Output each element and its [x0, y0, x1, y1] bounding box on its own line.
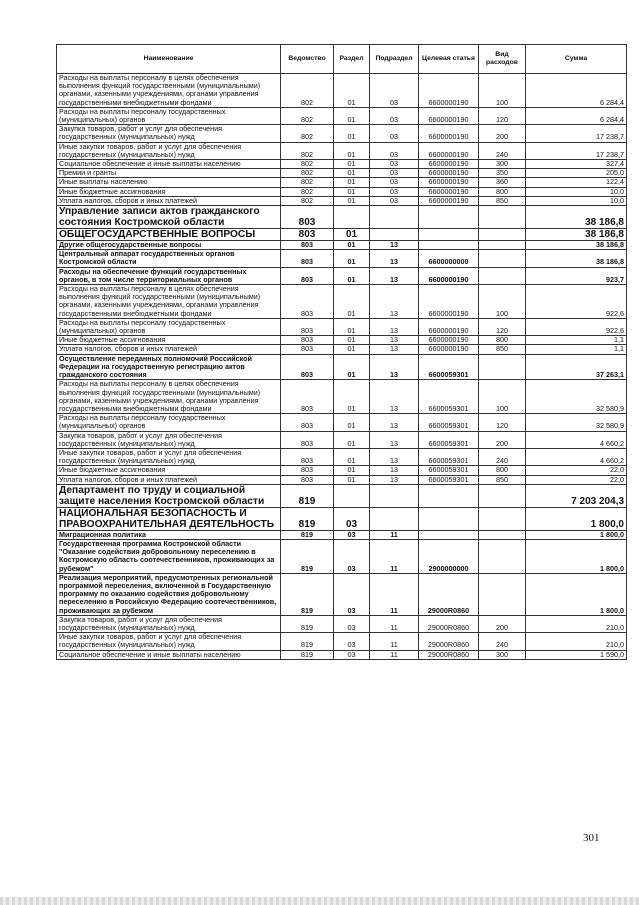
header-section: Раздел: [334, 45, 370, 74]
cell-exptype: 850: [479, 196, 526, 205]
cell-dept: 803: [281, 267, 334, 284]
table-row: [57, 250, 627, 267]
cell-dept: 803: [281, 431, 334, 448]
cell-section: 03: [334, 615, 370, 632]
cell-sum: 1 800,0: [526, 539, 627, 573]
cell-exptype: [479, 267, 526, 284]
cell-sum: 210,0: [526, 615, 627, 632]
cell-subsection: 11: [370, 530, 419, 539]
cell-sum: 210,0: [526, 633, 627, 650]
cell-subsection: 13: [370, 414, 419, 431]
cell-subsection: 03: [370, 107, 419, 124]
cell-dept: 803: [281, 229, 334, 241]
cell-name: Расходы на выплаты персоналу государственных (муниципальных) органов: [57, 318, 281, 335]
table-row: [57, 615, 627, 632]
cell-sum: 4 660,2: [526, 431, 627, 448]
cell-dept: 819: [281, 650, 334, 659]
cell-dept: 802: [281, 160, 334, 169]
table-row: [57, 169, 627, 178]
cell-section: 01: [334, 414, 370, 431]
cell-target: 6600059301: [419, 414, 479, 431]
table-row: [57, 160, 627, 169]
cell-target: 6600000190: [419, 345, 479, 354]
cell-dept: 803: [281, 318, 334, 335]
cell-dept: 802: [281, 107, 334, 124]
cell-target: 6600000190: [419, 178, 479, 187]
cell-dept: 803: [281, 250, 334, 267]
cell-dept: 802: [281, 125, 334, 142]
cell-name: Департамент по труду и социальной защите населения Костромской области: [57, 484, 281, 507]
cell-subsection: 03: [370, 125, 419, 142]
cell-dept: 819: [281, 573, 334, 615]
cell-subsection: [370, 507, 419, 530]
table-body: [57, 74, 627, 660]
cell-sum: 6 284,4: [526, 107, 627, 124]
cell-name: Уплата налогов, сборов и иных платежей: [57, 196, 281, 205]
cell-exptype: 240: [479, 448, 526, 465]
cell-target: 6600000190: [419, 107, 479, 124]
cell-section: [334, 484, 370, 507]
cell-sum: 10,0: [526, 196, 627, 205]
cell-section: 01: [334, 285, 370, 319]
page-number: 301: [583, 832, 600, 844]
cell-subsection: 13: [370, 318, 419, 335]
cell-section: 01: [334, 267, 370, 284]
cell-dept: 803: [281, 354, 334, 380]
cell-target: 6600059301: [419, 354, 479, 380]
cell-name: Расходы на выплаты персоналу в целях обеспечения выполнения функций государственными (муниципальными) органами, казенными учреждениями, органами управления государственными внебюджетными фондами: [57, 74, 281, 108]
cell-exptype: [479, 354, 526, 380]
cell-sum: 122,4: [526, 178, 627, 187]
table-row: [57, 507, 627, 530]
cell-section: 01: [334, 142, 370, 159]
cell-section: 01: [334, 169, 370, 178]
cell-dept: 803: [281, 336, 334, 345]
cell-sum: 327,4: [526, 160, 627, 169]
table-row: [57, 241, 627, 250]
cell-name: Уплата налогов, сборов и иных платежей: [57, 345, 281, 354]
cell-dept: 803: [281, 414, 334, 431]
cell-section: 01: [334, 318, 370, 335]
table-row: [57, 229, 627, 241]
cell-exptype: 850: [479, 475, 526, 484]
cell-dept: 803: [281, 241, 334, 250]
cell-name: Осуществление переданных полномочий Российской Федерации на государственную регистрацию актов гражданского состояния: [57, 354, 281, 380]
cell-exptype: [479, 539, 526, 573]
cell-exptype: 300: [479, 650, 526, 659]
cell-sum: 38 186,8: [526, 229, 627, 241]
cell-sum: 32 580,9: [526, 414, 627, 431]
cell-sum: 1 800,0: [526, 507, 627, 530]
table-row: [57, 142, 627, 159]
cell-subsection: 13: [370, 466, 419, 475]
cell-target: 6600059301: [419, 380, 479, 414]
cell-dept: 803: [281, 345, 334, 354]
cell-subsection: 13: [370, 345, 419, 354]
cell-sum: 17 238,7: [526, 142, 627, 159]
table-row: [57, 414, 627, 431]
cell-target: 6600059301: [419, 448, 479, 465]
cell-target: 6600059301: [419, 475, 479, 484]
cell-target: 29000R0860: [419, 650, 479, 659]
table-row: [57, 267, 627, 284]
cell-exptype: 120: [479, 414, 526, 431]
table-header-row: [57, 45, 627, 74]
cell-target: 6600000000: [419, 250, 479, 267]
cell-subsection: 13: [370, 285, 419, 319]
table-row: [57, 466, 627, 475]
table-row: [57, 539, 627, 573]
cell-sum: 38 186,8: [526, 241, 627, 250]
cell-dept: 803: [281, 466, 334, 475]
cell-section: 01: [334, 196, 370, 205]
cell-section: 01: [334, 125, 370, 142]
cell-exptype: 100: [479, 74, 526, 108]
budget-table: [56, 44, 627, 660]
cell-target: 29000R0860: [419, 573, 479, 615]
cell-exptype: 200: [479, 125, 526, 142]
cell-exptype: 850: [479, 345, 526, 354]
cell-name: Иные выплаты населению: [57, 178, 281, 187]
cell-sum: 32 580,9: [526, 380, 627, 414]
cell-dept: 803: [281, 380, 334, 414]
cell-name: Закупка товаров, работ и услуг для обеспечения государственных (муниципальных) нужд: [57, 615, 281, 632]
cell-name: Центральный аппарат государственных органов Костромской области: [57, 250, 281, 267]
cell-name: Реализация мероприятий, предусмотренных региональной программой переселения, включенной в Государственную программу по оказанию содействия добровольному переселению в Российскую Федерацию соотечественников, проживающих за рубежом: [57, 573, 281, 615]
table-row: [57, 530, 627, 539]
cell-sum: 1 800,0: [526, 530, 627, 539]
cell-exptype: 300: [479, 160, 526, 169]
cell-exptype: [479, 206, 526, 229]
cell-target: 6600000190: [419, 125, 479, 142]
cell-name: Иные закупки товаров, работ и услуг для обеспечения государственных (муниципальных) нужд: [57, 448, 281, 465]
cell-section: 01: [334, 74, 370, 108]
cell-name: Расходы на обеспечение функций государственных органов, в том числе территориальных органов: [57, 267, 281, 284]
cell-target: 6600000190: [419, 285, 479, 319]
cell-section: 01: [334, 380, 370, 414]
cell-dept: 802: [281, 142, 334, 159]
cell-target: 6600000190: [419, 142, 479, 159]
cell-subsection: 11: [370, 633, 419, 650]
cell-target: 6600059301: [419, 431, 479, 448]
cell-target: 6600000190: [419, 160, 479, 169]
table-row: [57, 475, 627, 484]
table-row: [57, 336, 627, 345]
cell-dept: 803: [281, 206, 334, 229]
cell-exptype: [479, 507, 526, 530]
cell-sum: 922,6: [526, 285, 627, 319]
cell-subsection: 11: [370, 615, 419, 632]
table-row: [57, 484, 627, 507]
cell-target: 6600000190: [419, 267, 479, 284]
cell-dept: 819: [281, 615, 334, 632]
cell-sum: 923,7: [526, 267, 627, 284]
cell-exptype: 120: [479, 318, 526, 335]
cell-name: Управление записи актов гражданского состояния Костромской области: [57, 206, 281, 229]
cell-dept: 802: [281, 74, 334, 108]
table-row: [57, 354, 627, 380]
cell-subsection: 13: [370, 267, 419, 284]
cell-exptype: [479, 484, 526, 507]
cell-section: 01: [334, 345, 370, 354]
cell-subsection: 03: [370, 187, 419, 196]
table-row: [57, 187, 627, 196]
cell-name: НАЦИОНАЛЬНАЯ БЕЗОПАСНОСТЬ И ПРАВООХРАНИТЕЛЬНАЯ ДЕЯТЕЛЬНОСТЬ: [57, 507, 281, 530]
cell-target: [419, 530, 479, 539]
table-row: [57, 178, 627, 187]
cell-section: 01: [334, 448, 370, 465]
cell-target: 6600000190: [419, 187, 479, 196]
scan-edge: [0, 897, 639, 905]
cell-subsection: 13: [370, 241, 419, 250]
cell-sum: 922,6: [526, 318, 627, 335]
cell-subsection: 13: [370, 250, 419, 267]
cell-name: ОБЩЕГОСУДАРСТВЕННЫЕ ВОПРОСЫ: [57, 229, 281, 241]
cell-name: Иные закупки товаров, работ и услуг для обеспечения государственных (муниципальных) нужд: [57, 633, 281, 650]
cell-exptype: 800: [479, 466, 526, 475]
table-row: [57, 573, 627, 615]
cell-name: Расходы на выплаты персоналу государственных (муниципальных) органов: [57, 107, 281, 124]
cell-subsection: 03: [370, 74, 419, 108]
cell-name: Расходы на выплаты персоналу в целях обеспечения выполнения функций государственными (муниципальными) органами, казенными учреждениями, органами управления государственными внебюджетными фондами: [57, 285, 281, 319]
cell-exptype: 800: [479, 187, 526, 196]
table-row: [57, 285, 627, 319]
cell-exptype: 360: [479, 178, 526, 187]
cell-exptype: [479, 530, 526, 539]
cell-subsection: 03: [370, 196, 419, 205]
table-row: [57, 107, 627, 124]
cell-exptype: 350: [479, 169, 526, 178]
cell-target: [419, 229, 479, 241]
table-row: [57, 318, 627, 335]
cell-name: Иные бюджетные ассигнования: [57, 466, 281, 475]
header-name: Наименование: [57, 45, 281, 74]
cell-subsection: 13: [370, 431, 419, 448]
cell-section: 01: [334, 107, 370, 124]
cell-name: Социальное обеспечение и иные выплаты населению: [57, 650, 281, 659]
cell-sum: 38 186,8: [526, 206, 627, 229]
header-dept: Ведомство: [281, 45, 334, 74]
cell-exptype: 200: [479, 615, 526, 632]
cell-dept: 803: [281, 285, 334, 319]
cell-dept: 803: [281, 475, 334, 484]
table-row: [57, 345, 627, 354]
cell-subsection: 03: [370, 169, 419, 178]
table-row: [57, 125, 627, 142]
cell-subsection: [370, 206, 419, 229]
cell-exptype: 200: [479, 431, 526, 448]
cell-section: 01: [334, 336, 370, 345]
cell-section: 03: [334, 507, 370, 530]
cell-sum: 6 284,4: [526, 74, 627, 108]
cell-section: 01: [334, 466, 370, 475]
cell-subsection: 11: [370, 650, 419, 659]
cell-section: 03: [334, 530, 370, 539]
cell-exptype: 240: [479, 633, 526, 650]
cell-name: Миграционная политика: [57, 530, 281, 539]
table-row: [57, 633, 627, 650]
cell-target: [419, 206, 479, 229]
cell-section: 03: [334, 539, 370, 573]
cell-subsection: 03: [370, 178, 419, 187]
cell-exptype: [479, 250, 526, 267]
cell-target: 6600000190: [419, 169, 479, 178]
table-row: [57, 431, 627, 448]
cell-name: Иные бюджетные ассигнования: [57, 187, 281, 196]
cell-sum: 17 238,7: [526, 125, 627, 142]
cell-target: 6600000190: [419, 74, 479, 108]
cell-sum: 1,1: [526, 336, 627, 345]
cell-dept: 819: [281, 539, 334, 573]
cell-dept: 802: [281, 178, 334, 187]
cell-target: 2900000000: [419, 539, 479, 573]
cell-exptype: [479, 241, 526, 250]
cell-dept: 819: [281, 633, 334, 650]
cell-section: 03: [334, 633, 370, 650]
cell-name: Закупка товаров, работ и услуг для обеспечения государственных (муниципальных) нужд: [57, 431, 281, 448]
cell-subsection: 11: [370, 539, 419, 573]
cell-name: Иные закупки товаров, работ и услуг для обеспечения государственных (муниципальных) нужд: [57, 142, 281, 159]
cell-name: Государственная программа Костромской области "Оказание содействия добровольному переселению в Костромскую область соотечественников, проживающих за рубежом": [57, 539, 281, 573]
cell-exptype: [479, 229, 526, 241]
cell-name: Иные бюджетные ассигнования: [57, 336, 281, 345]
cell-subsection: 13: [370, 380, 419, 414]
cell-subsection: 13: [370, 475, 419, 484]
table-row: [57, 650, 627, 659]
cell-sum: 10,0: [526, 187, 627, 196]
cell-section: 01: [334, 431, 370, 448]
header-target: Целевая статья: [419, 45, 479, 74]
cell-name: Премии и гранты: [57, 169, 281, 178]
cell-sum: 4 660,2: [526, 448, 627, 465]
cell-section: 01: [334, 241, 370, 250]
cell-dept: 802: [281, 169, 334, 178]
table-row: [57, 448, 627, 465]
cell-name: Закупка товаров, работ и услуг для обеспечения государственных (муниципальных) нужд: [57, 125, 281, 142]
cell-sum: 38 186,8: [526, 250, 627, 267]
cell-target: 6600000190: [419, 196, 479, 205]
cell-sum: 7 203 204,3: [526, 484, 627, 507]
cell-section: 01: [334, 475, 370, 484]
cell-target: 29000R0860: [419, 633, 479, 650]
cell-section: 01: [334, 354, 370, 380]
cell-sum: 37 263,1: [526, 354, 627, 380]
cell-name: Другие общегосударственные вопросы: [57, 241, 281, 250]
header-sum: Сумма: [526, 45, 627, 74]
cell-target: 29000R0860: [419, 615, 479, 632]
cell-subsection: 03: [370, 142, 419, 159]
cell-subsection: 03: [370, 160, 419, 169]
cell-name: Расходы на выплаты персоналу в целях обеспечения выполнения функций государственными (муниципальными) органами, казенными учреждениями, органами управления государственными внебюджетными фондами: [57, 380, 281, 414]
cell-dept: 802: [281, 196, 334, 205]
cell-exptype: 240: [479, 142, 526, 159]
cell-target: [419, 484, 479, 507]
header-exptype: Вид расходов: [479, 45, 526, 74]
cell-section: 01: [334, 187, 370, 196]
table-row: [57, 74, 627, 108]
cell-section: 01: [334, 250, 370, 267]
table-row: [57, 206, 627, 229]
cell-section: [334, 206, 370, 229]
cell-name: Социальное обеспечение и иные выплаты населению: [57, 160, 281, 169]
cell-name: Расходы на выплаты персоналу государственных (муниципальных) органов: [57, 414, 281, 431]
cell-section: 01: [334, 178, 370, 187]
cell-section: 03: [334, 650, 370, 659]
cell-subsection: [370, 229, 419, 241]
cell-subsection: 11: [370, 573, 419, 615]
cell-exptype: 800: [479, 336, 526, 345]
cell-subsection: [370, 484, 419, 507]
cell-section: 03: [334, 573, 370, 615]
cell-subsection: 13: [370, 448, 419, 465]
cell-sum: 22,0: [526, 475, 627, 484]
cell-dept: 819: [281, 484, 334, 507]
table-row: [57, 196, 627, 205]
cell-sum: 1 590,0: [526, 650, 627, 659]
cell-subsection: 13: [370, 354, 419, 380]
cell-sum: 205,0: [526, 169, 627, 178]
cell-target: 6600059301: [419, 466, 479, 475]
cell-dept: 802: [281, 187, 334, 196]
table-row: [57, 380, 627, 414]
cell-target: [419, 507, 479, 530]
cell-target: 6600000190: [419, 336, 479, 345]
cell-exptype: 100: [479, 380, 526, 414]
cell-section: 01: [334, 160, 370, 169]
cell-subsection: 13: [370, 336, 419, 345]
cell-target: 6600000190: [419, 318, 479, 335]
cell-dept: 803: [281, 448, 334, 465]
cell-exptype: 120: [479, 107, 526, 124]
cell-sum: 1,1: [526, 345, 627, 354]
cell-target: [419, 241, 479, 250]
cell-sum: 22,0: [526, 466, 627, 475]
cell-section: 01: [334, 229, 370, 241]
cell-sum: 1 800,0: [526, 573, 627, 615]
cell-exptype: [479, 573, 526, 615]
cell-name: Уплата налогов, сборов и иных платежей: [57, 475, 281, 484]
cell-exptype: 100: [479, 285, 526, 319]
cell-dept: 819: [281, 507, 334, 530]
cell-dept: 819: [281, 530, 334, 539]
header-subsection: Подраздел: [370, 45, 419, 74]
